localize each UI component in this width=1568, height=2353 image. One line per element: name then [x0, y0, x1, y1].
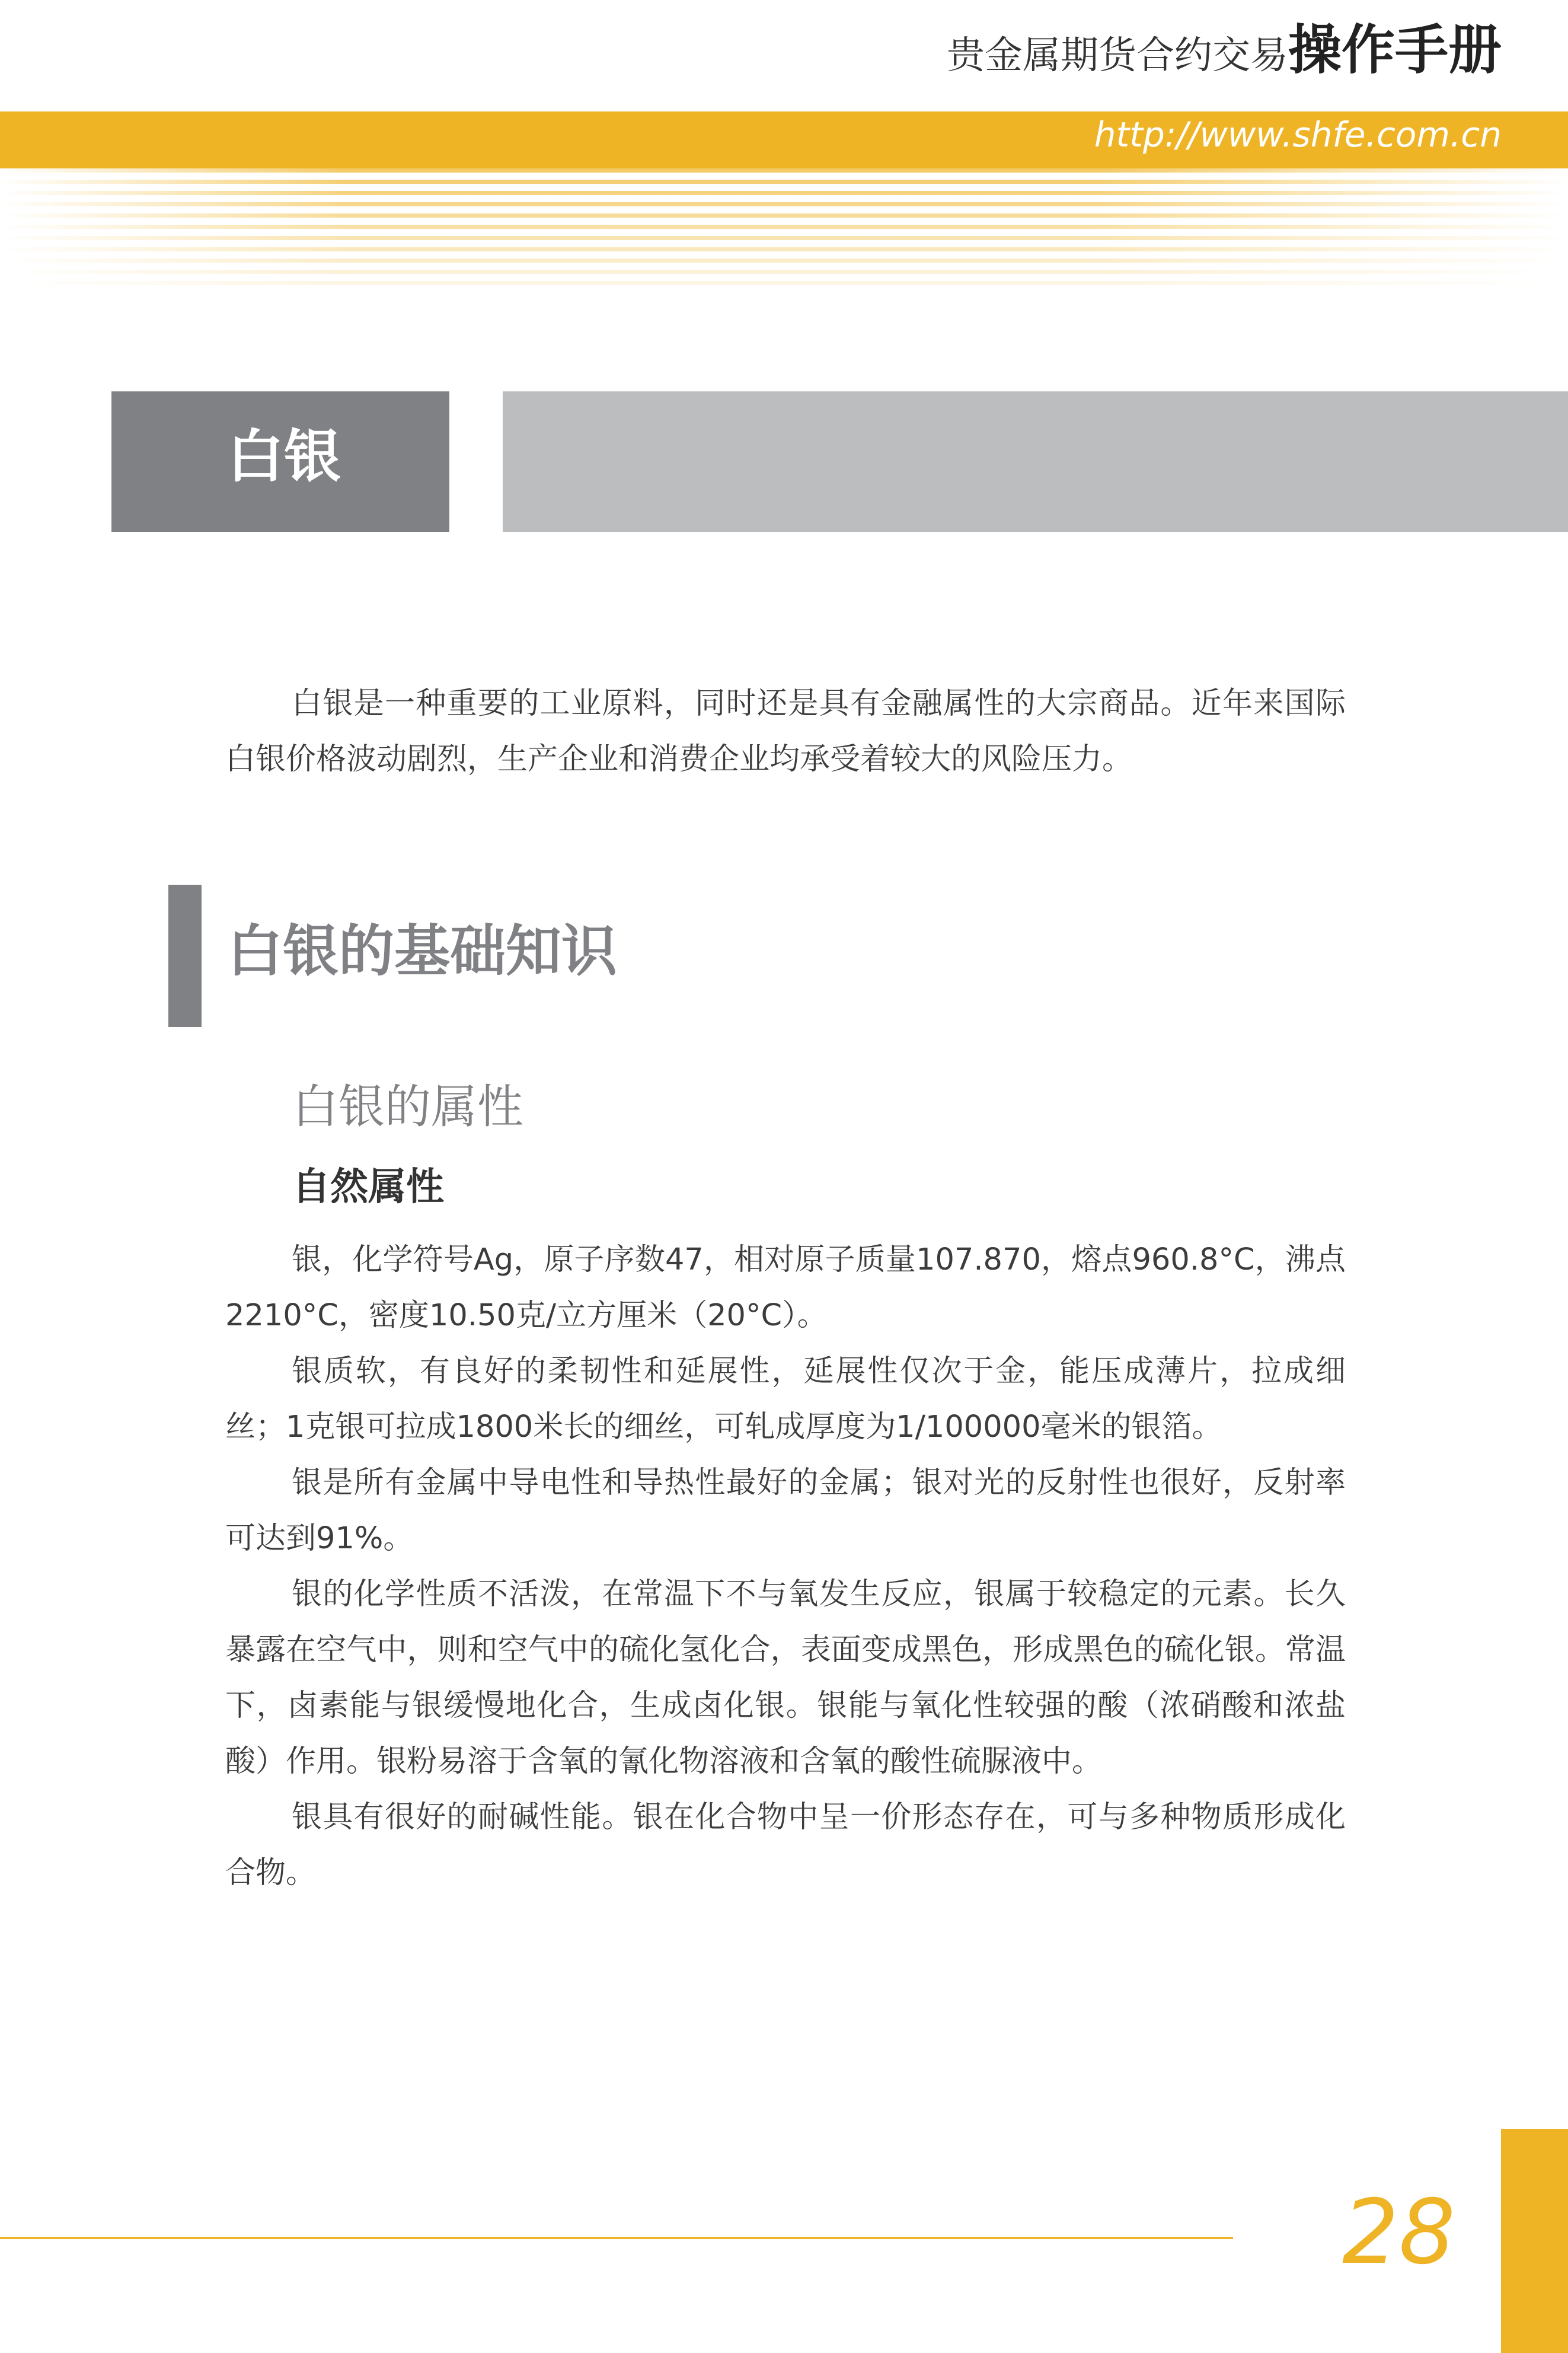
chapter-title-box [111, 391, 449, 532]
body-paragraph: 银，化学符号Ag，原子序数47，相对原子质量107.870，熔点960.8°C，沸点2210°C，密度10.50克/立方厘米（20°C）。 [225, 1242, 1346, 1333]
footer-rule [0, 2237, 1233, 2239]
header-website-url: http://www.shfe.com.cn [1094, 114, 1502, 155]
page-number: 28 [1342, 2181, 1455, 2284]
body-paragraph: 银具有很好的耐碱性能。银在化合物中呈一价形态存在，可与多种物质形成化合物。 [225, 1800, 1346, 1890]
section-title: 白银的基础知识 [227, 919, 618, 984]
body-paragraph: 银的化学性质不活泼，在常温下不与氧发生反应，银属于较稳定的元素。长久暴露在空气中，则和空气中的硫化氢化合，表面变成黑色，形成黑色的硫化银。常温下，卤素能与银缓慢地化合，生成卤化银。银能与氧化性较强的酸（浓硝酸和浓盐酸）作用。银粉易溶于含氧的氰化物溶液和含氧的酸性硫脲液中。 [225, 1577, 1346, 1779]
section-marker [168, 885, 202, 1027]
footer-accent-tab [1501, 2129, 1568, 2353]
chapter-title-bar [503, 391, 1568, 532]
chapter-title: 白银 [227, 423, 341, 490]
body-paragraph: 银是所有金属中导电性和导热性最好的金属；银对光的反射性也很好，反射率可达到91%。 [225, 1465, 1346, 1556]
subsubsection-title: 自然属性 [292, 1165, 444, 1209]
manual-header-title [947, 19, 1502, 81]
intro-paragraph: 白银是一种重要的工业原料，同时还是具有金融属性的大宗商品。近年来国际白银价格波动剧烈，生产企业和消费企业均承受着较大的风险压力。 [225, 686, 1346, 777]
body-paragraph: 银质软，有良好的柔韧性和延展性，延展性仅次于金，能压成薄片，拉成细丝；1克银可拉成1800米长的细丝，可轧成厚度为1/100000毫米的银箔。 [225, 1354, 1346, 1445]
header-title-main: 贵金属期货合约交易 [947, 34, 1288, 78]
header-title-emphasis: 操作手册 [1288, 19, 1502, 81]
header-stripes-fade [0, 168, 1568, 287]
subsection-title: 白银的属性 [292, 1080, 524, 1134]
